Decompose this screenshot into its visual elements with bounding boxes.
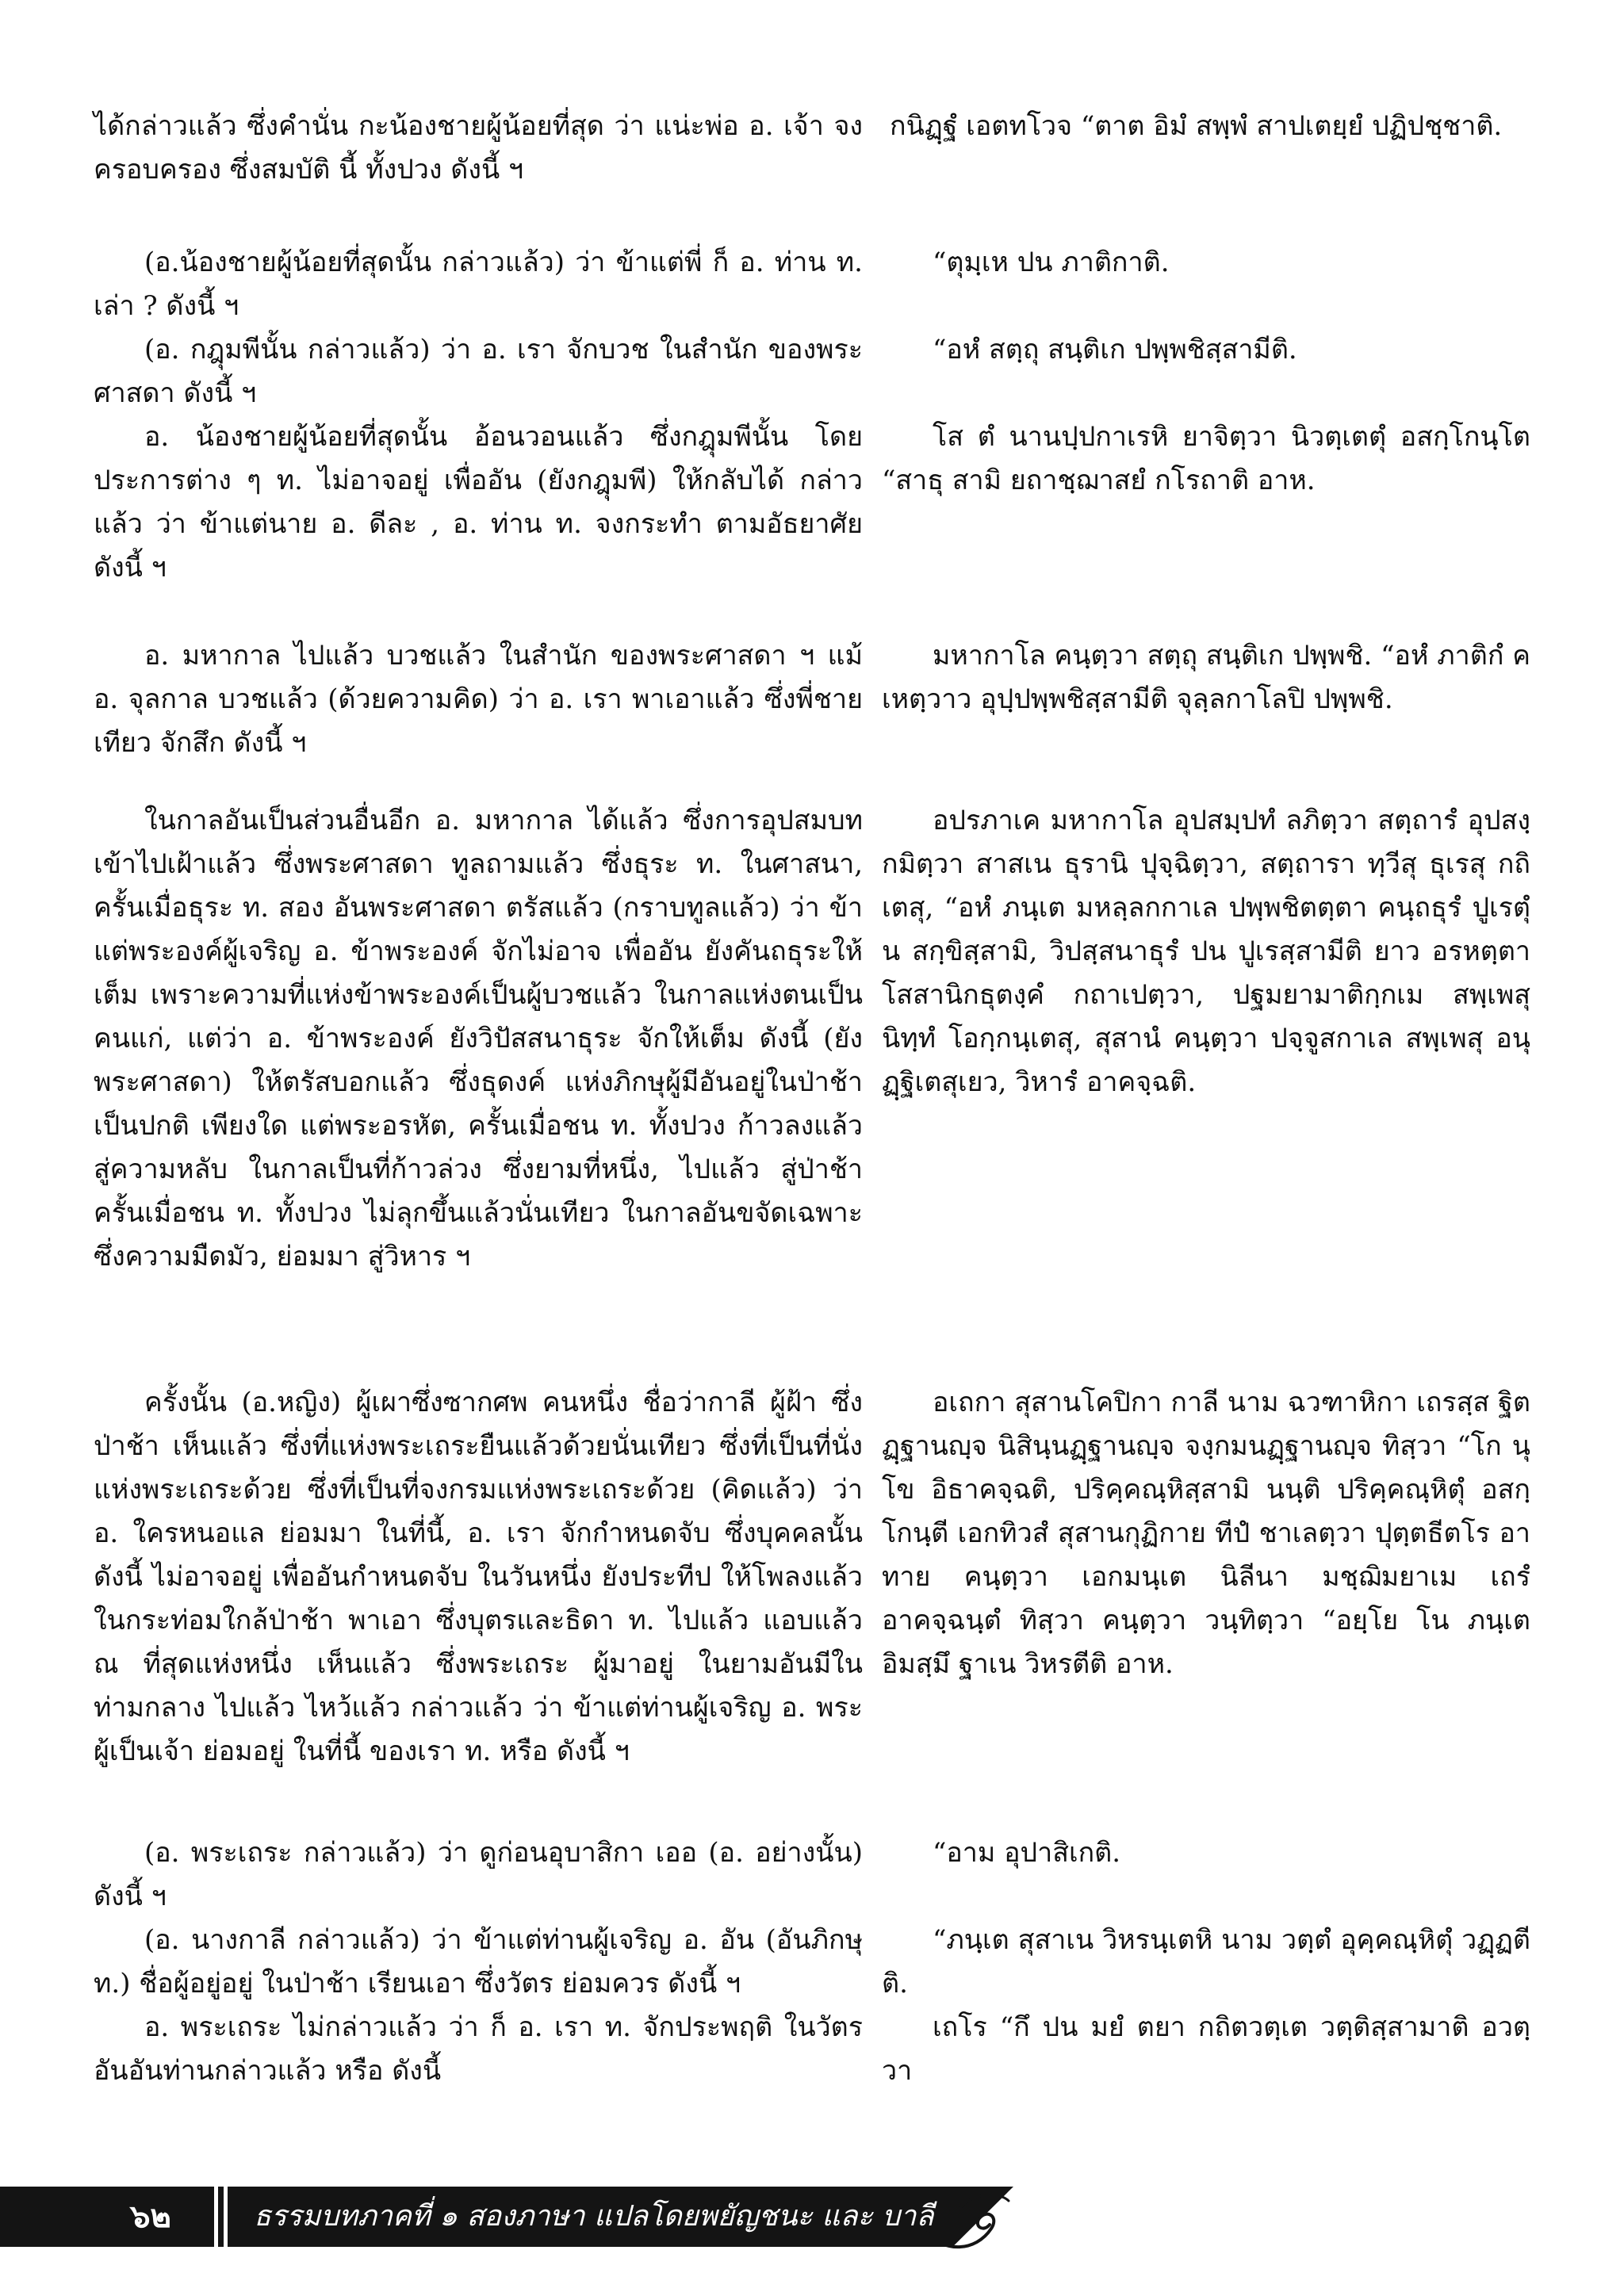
thai-paragraph: ได้กล่าวแล้ว ซึ่งคำนั่น กะน้องชายผู้น้อยที่สุด ว่า แน่ะพ่อ อ. เจ้า จงครอบครอง ซึ่งสมบัติ นี้ ทั้งปวง ดังนี้ ฯ (94, 110, 864, 186)
pali-paragraph: กนิฏฺฐํ เอตทโวจ “ตาต อิมํ สพฺพํ สาปเตยฺยํ ปฏิปชฺชาติ. (890, 110, 1503, 142)
pali-paragraph: “ภนฺเต สุสาเน วิหรนฺเตหิ นาม วตฺตํ อุคฺคณฺหิตุํ วฏฺฏตีติ. (882, 1924, 1530, 1999)
pali-paragraph: เถโร “กึ ปน มยํ ตยา กถิตวตฺเต วตฺติสฺสามาติ อวตฺวา (882, 2011, 1530, 2087)
thai-paragraph: อ. พระเถระ ไม่กล่าวแล้ว ว่า ก็ อ. เรา ท. จักประพฤติ ในวัตร อันอันท่านกล่าวแล้ว หรือ ดังนี้ (94, 2011, 863, 2087)
flourish-ornament-icon (912, 2185, 1015, 2256)
pali-paragraph: “ตุมฺเห ปน ภาติกาติ. (933, 247, 1170, 278)
pali-paragraph: “อาม อุปาสิเกติ. (933, 1837, 1121, 1869)
thai-paragraph: (อ. กฎุมพีนั้น กล่าวแล้ว) ว่า อ. เรา จักบวช ในสำนัก ของพระศาสดา ดังนี้ ฯ (94, 334, 863, 409)
thai-paragraph: (อ. นางกาลี กล่าวแล้ว) ว่า ข้าแต่ท่านผู้เจริญ อ. อัน (อันภิกษุ ท.) ชื่อผู้อยู่อยู่ ในป่าช้า เรียนเอา ซึ่งวัตร ย่อมควร ดังนี้ ฯ (94, 1924, 864, 1999)
thai-paragraph: (อ.น้องชายผู้น้อยที่สุดนั้น กล่าวแล้ว) ว่า ข้าแต่พี่ ก็ อ. ท่าน ท. เล่า ? ดังนี้ ฯ (94, 247, 863, 322)
running-title: ธรรมบทภาคที่ ๑ สองภาษา แปลโดยพยัญชนะ และ บาลี (254, 2200, 934, 2233)
thai-paragraph: ในกาลอันเป็นส่วนอื่นอีก อ. มหากาล ได้แล้ว ซึ่งการอุปสมบท เข้าไปเฝ้าแล้ว ซึ่งพระศาสดา ทูลถามแล้ว ซึ่งธุระ ท. ในศาสนา, ครั้นเมื่อธุระ ท. สอง อันพระศาสดา ตรัสแล้ว (กราบทูลแล้ว) ว่า ข้าแต่พระองค์ผู้เจริญ อ. ข้าพระองค์ จักไม่อาจ เพื่ออัน ยังคันถธุระให้เต็ม เพราะความที่แห่งข้าพระองค์เป็นผู้บวชแล้ว ในกาลแห่งตนเป็นคนแก่, แต่ว่า อ. ข้าพระองค์ ยังวิปัสสนาธุระ จักให้เต็ม ดังนี้ (ยังพระศาสดา) ให้ตรัสบอกแล้ว ซึ่งธุดงค์ แห่งภิกษุผู้มีอันอยู่ในป่าช้าเป็นปกติ เพียงใด แต่พระอรหัต, ครั้นเมื่อชน ท. ทั้งปวง ก้าวลงแล้ว สู่ความหลับ ในกาลเป็นที่ก้าวล่วง ซึ่งยามที่หนึ่ง, ไปแล้ว สู่ป่าช้า ครั้นเมื่อชน ท. ทั้งปวง ไม่ลุกขึ้นแล้วนั่นเทียว ในกาลอันขจัดเฉพาะซึ่งความมืดมัว, ย่อมมา สู่วิหาร ฯ (94, 805, 863, 1272)
footer-divider (214, 2187, 218, 2247)
thai-paragraph: อ. น้องชายผู้น้อยที่สุดนั้น อ้อนวอนแล้ว ซึ่งกฎุมพีนั้น โดยประการต่าง ๆ ท. ไม่อาจอยู่ เพื่ออัน (ยังกฎุมพี) ให้กลับได้ กล่าวแล้ว ว่า ข้าแต่นาย อ. ดีละ , อ. ท่าน ท. จงกระทำ ตามอัธยาศัย ดังนี้ ฯ (94, 421, 863, 584)
page-footer (0, 2169, 1624, 2264)
pali-paragraph: อเถกา สุสานโคปิกา กาลี นาม ฉวฑาหิกา เถรสฺส ฐิตฏฺฐานญฺจ นิสินฺนฏฺฐานญฺจ จงฺกมนฏฺฐานญฺจ ทิสฺวา “โก นุ โข อิธาคจฺฉติ, ปริคฺคณฺหิสฺสามิ นนฺติ ปริคฺคณฺหิตุํ อสกฺโกนฺตี เอกทิวสํ สุสานกุฏิกาย ทีปํ ชาเลตฺวา ปุตฺตธีตโร อาทาย คนฺตฺวา เอกมนฺเต นิลีนา มชฺฌิมยาเม เถรํ อาคจฺฉนฺตํ ทิสฺวา คนฺตฺวา วนฺทิตฺวา “อยฺโย โน ภนฺเต อิมสฺมึ ฐาเน วิหรตีติ อาห. (882, 1387, 1530, 1680)
thai-paragraph: (อ. พระเถระ กล่าวแล้ว) ว่า ดูก่อนอุบาสิกา เออ (อ. อย่างนั้น) ดังนี้ ฯ (94, 1837, 863, 1912)
pali-paragraph: โส ตํ นานปฺปกาเรหิ ยาจิตฺวา นิวตฺเตตุํ อสกฺโกนฺโต “สาธุ สามิ ยถาชฺฌาสยํ กโรถาติ อาห. (882, 421, 1530, 496)
pali-paragraph: “อหํ สตฺถุ สนฺติเก ปพฺพชิสฺสามีติ. (933, 334, 1297, 365)
footer-divider (224, 2187, 228, 2247)
thai-paragraph: ครั้งนั้น (อ.หญิง) ผู้เผาซึ่งซากศพ คนหนึ่ง ชื่อว่ากาลี ผู้ฝ้า ซึ่งป่าช้า เห็นแล้ว ซึ่งที่แห่งพระเถระยืนแล้วด้วยนั่นเทียว ซึ่งที่เป็นที่นั่งแห่งพระเถระด้วย ซึ่งที่เป็นที่จงกรมแห่งพระเถระด้วย (คิดแล้ว) ว่า อ. ใครหนอแล ย่อมมา ในที่นี้, อ. เรา จักกำหนดจับ ซึ่งบุคคลนั้น ดังนี้ ไม่อาจอยู่ เพื่ออันกำหนดจับ ในวันหนึ่ง ยังประทีป ให้โพลงแล้ว ในกระท่อมใกล้ป่าช้า พาเอา ซึ่งบุตรและธิดา ท. ไปแล้ว แอบแล้ว ณ ที่สุดแห่งหนึ่ง เห็นแล้ว ซึ่งพระเถระ ผู้มาอยู่ ในยามอันมีในท่ามกลาง ไปแล้ว ไหว้แล้ว กล่าวแล้ว ว่า ข้าแต่ท่านผู้เจริญ อ. พระผู้เป็นเจ้า ย่อมอยู่ ในที่นี้ ของเรา ท. หรือ ดังนี้ ฯ (94, 1387, 863, 1767)
pali-paragraph: มหากาโล คนฺตฺวา สตฺถุ สนฺติเก ปพฺพชิ. “อหํ ภาติกํ คเหตฺวาว อุปฺปพฺพชิสฺสามีติ จุลฺลกาโลปิ ปพฺพชิ. (882, 640, 1530, 715)
page-number: ๖๒ (130, 2198, 171, 2235)
pali-paragraph: อปรภาเค มหากาโล อุปสมฺปทํ ลภิตฺวา สตฺถารํ อุปสงฺกมิตฺวา สาสเน ธุรานิ ปุจฺฉิตฺวา, สตฺถารา ทฺวีสุ ธุเรสุ กถิเตสุ, “อหํ ภนฺเต มหลฺลกกาเล ปพฺพชิตตฺตา คนฺถธุรํ ปูเรตุํ น สกฺขิสฺสามิ, วิปสฺสนาธุรํ ปน ปูเรสฺสามีติ ยาว อรหตฺตา โสสานิกธุตงฺคํ กถาเปตฺวา, ปฐมยามาติกฺกเม สพฺเพสุ นิทฺทํ โอกฺกนฺเตสุ, สุสานํ คนฺตฺวา ปจฺจูสกาเล สพฺเพสุ อนุฏฺฐิเตสุเยว, วิหารํ อาคจฺฉติ. (882, 805, 1530, 1098)
thai-paragraph: อ. มหากาล ไปแล้ว บวชแล้ว ในสำนัก ของพระศาสดา ฯ แม้ อ. จุลกาล บวชแล้ว (ด้วยความคิด) ว่า อ. เรา พาเอาแล้ว ซึ่งพี่ชายเทียว จักสึก ดังนี้ ฯ (94, 640, 863, 759)
